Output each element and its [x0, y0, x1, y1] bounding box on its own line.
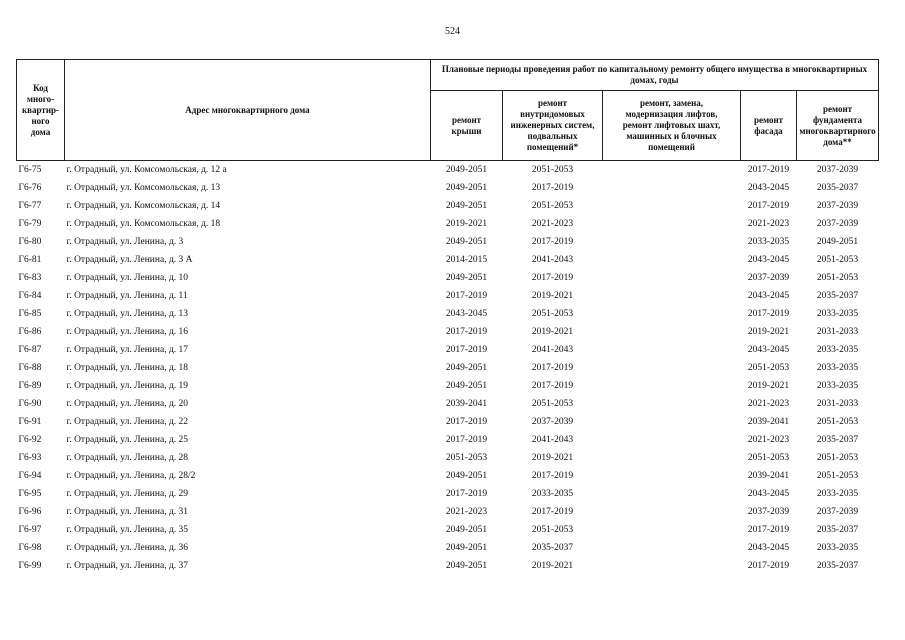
- cell-address: г. Отрадный, ул. Комсомольская, д. 12 а: [66, 165, 227, 175]
- header-planned-periods: Плановые периоды проведения работ по капитальному ремонту общего имущества в многоквартирных домах, годы: [431, 60, 879, 91]
- cell-roof-repair: 2017-2019: [445, 345, 488, 355]
- cell-utilities-repair: 2017-2019: [531, 507, 574, 517]
- cell-address: г. Отрадный, ул. Ленина, д. 17: [66, 345, 189, 355]
- cell-code: Г6-91: [18, 417, 42, 427]
- table-row: [17, 233, 879, 251]
- cell-utilities-repair: 2051-2053: [531, 165, 574, 175]
- cell-facade-repair: 2021-2023: [747, 435, 790, 445]
- header-foundation-repair: ремонт фундамента многоквартирного дома**: [797, 91, 879, 161]
- cell-foundation-repair: 2037-2039: [816, 165, 859, 175]
- cell-elevator-repair: [603, 197, 741, 215]
- table-header: [17, 60, 879, 161]
- cell-foundation-repair: 2051-2053: [816, 255, 859, 265]
- cell-address: г. Отрадный, ул. Ленина, д. 35: [66, 525, 189, 535]
- header-elevator-repair: ремонт, замена, модернизация лифтов, ремонт лифтовых шахт, машинных и блочных помещений: [603, 91, 741, 161]
- cell-foundation-repair: 2051-2053: [816, 471, 859, 481]
- cell-elevator-repair: [603, 161, 741, 180]
- cell-foundation-repair: 2035-2037: [816, 291, 859, 301]
- table-row: [17, 539, 879, 557]
- cell-utilities-repair: 2019-2021: [531, 327, 574, 337]
- cell-utilities-repair: 2017-2019: [531, 363, 574, 373]
- cell-facade-repair: 2043-2045: [747, 345, 790, 355]
- cell-address: г. Отрадный, ул. Ленина, д. 25: [66, 435, 189, 445]
- cell-foundation-repair: 2051-2053: [816, 453, 859, 463]
- cell-roof-repair: 2039-2041: [445, 399, 488, 409]
- cell-roof-repair: 2049-2051: [445, 363, 488, 373]
- cell-code: Г6-97: [18, 525, 42, 535]
- cell-utilities-repair: 2051-2053: [531, 309, 574, 319]
- table-row: [17, 377, 879, 395]
- header-address: Адрес многоквартирного дома: [65, 60, 431, 161]
- cell-facade-repair: 2039-2041: [747, 471, 790, 481]
- cell-facade-repair: 2043-2045: [747, 543, 790, 553]
- cell-address: г. Отрадный, ул. Комсомольская, д. 14: [66, 201, 221, 211]
- cell-facade-repair: 2021-2023: [747, 399, 790, 409]
- cell-facade-repair: 2051-2053: [747, 453, 790, 463]
- table-row: [17, 305, 879, 323]
- cell-foundation-repair: 2035-2037: [816, 525, 859, 535]
- cell-roof-repair: 2049-2051: [445, 183, 488, 193]
- cell-facade-repair: 2017-2019: [747, 561, 790, 571]
- table-row: [17, 323, 879, 341]
- cell-code: Г6-86: [18, 327, 42, 337]
- cell-address: г. Отрадный, ул. Ленина, д. 37: [66, 561, 189, 571]
- table-row: [17, 521, 879, 539]
- cell-code: Г6-92: [18, 435, 42, 445]
- cell-elevator-repair: [603, 269, 741, 287]
- cell-foundation-repair: 2051-2053: [816, 417, 859, 427]
- cell-code: Г6-85: [18, 309, 42, 319]
- cell-utilities-repair: 2051-2053: [531, 399, 574, 409]
- cell-foundation-repair: 2037-2039: [816, 201, 859, 211]
- table-row: [17, 431, 879, 449]
- cell-utilities-repair: 2033-2035: [531, 489, 574, 499]
- cell-roof-repair: 2051-2053: [445, 453, 488, 463]
- table-row: [17, 395, 879, 413]
- cell-facade-repair: 2017-2019: [747, 525, 790, 535]
- header-roof-repair: ремонт крыши: [431, 91, 503, 161]
- cell-elevator-repair: [603, 215, 741, 233]
- table-row: [17, 485, 879, 503]
- cell-facade-repair: 2037-2039: [747, 507, 790, 517]
- table-row: [17, 287, 879, 305]
- cell-address: г. Отрадный, ул. Ленина, д. 20: [66, 399, 189, 409]
- page-number: 524: [445, 26, 460, 37]
- cell-utilities-repair: 2041-2043: [531, 435, 574, 445]
- cell-code: Г6-95: [18, 489, 42, 499]
- cell-elevator-repair: [603, 251, 741, 269]
- cell-facade-repair: 2019-2021: [747, 381, 790, 391]
- cell-elevator-repair: [603, 521, 741, 539]
- cell-utilities-repair: 2017-2019: [531, 273, 574, 283]
- cell-foundation-repair: 2037-2039: [816, 219, 859, 229]
- table-row: [17, 161, 879, 180]
- cell-elevator-repair: [603, 341, 741, 359]
- capital-repair-schedule-table: [16, 59, 879, 575]
- cell-elevator-repair: [603, 287, 741, 305]
- cell-foundation-repair: 2033-2035: [816, 345, 859, 355]
- cell-roof-repair: 2049-2051: [445, 381, 488, 391]
- cell-facade-repair: 2019-2021: [747, 327, 790, 337]
- cell-foundation-repair: 2035-2037: [816, 183, 859, 193]
- cell-roof-repair: 2049-2051: [445, 543, 488, 553]
- cell-elevator-repair: [603, 179, 741, 197]
- cell-code: Г6-94: [18, 471, 42, 481]
- cell-facade-repair: 2017-2019: [747, 165, 790, 175]
- cell-address: г. Отрадный, ул. Ленина, д. 11: [66, 291, 188, 301]
- cell-roof-repair: 2049-2051: [445, 237, 488, 247]
- table-row: [17, 449, 879, 467]
- cell-elevator-repair: [603, 449, 741, 467]
- cell-address: г. Отрадный, ул. Ленина, д. 3: [66, 237, 184, 247]
- cell-foundation-repair: 2051-2053: [816, 273, 859, 283]
- cell-elevator-repair: [603, 413, 741, 431]
- cell-foundation-repair: 2033-2035: [816, 363, 859, 373]
- cell-utilities-repair: 2017-2019: [531, 237, 574, 247]
- table-row: [17, 341, 879, 359]
- cell-code: Г6-76: [18, 183, 42, 193]
- header-utilities-repair: ремонт внутридомовых инженерных систем, подвальных помещений*: [503, 91, 603, 161]
- cell-foundation-repair: 2033-2035: [816, 543, 859, 553]
- cell-facade-repair: 2043-2045: [747, 291, 790, 301]
- cell-address: г. Отрадный, ул. Ленина, д. 13: [66, 309, 189, 319]
- cell-elevator-repair: [603, 467, 741, 485]
- header-code: Код много- квартир- ного дома: [17, 60, 65, 161]
- cell-elevator-repair: [603, 323, 741, 341]
- cell-address: г. Отрадный, ул. Ленина, д. 10: [66, 273, 189, 283]
- cell-code: Г6-88: [18, 363, 42, 373]
- cell-roof-repair: 2021-2023: [445, 507, 488, 517]
- cell-utilities-repair: 2051-2053: [531, 201, 574, 211]
- cell-code: Г6-96: [18, 507, 42, 517]
- cell-foundation-repair: 2031-2033: [816, 399, 859, 409]
- cell-foundation-repair: 2049-2051: [816, 237, 859, 247]
- cell-facade-repair: 2033-2035: [747, 237, 790, 247]
- cell-foundation-repair: 2035-2037: [816, 435, 859, 445]
- table-row: [17, 251, 879, 269]
- cell-address: г. Отрадный, ул. Ленина, д. 3 А: [66, 255, 193, 265]
- cell-roof-repair: 2049-2051: [445, 273, 488, 283]
- cell-address: г. Отрадный, ул. Ленина, д. 18: [66, 363, 189, 373]
- cell-roof-repair: 2049-2051: [445, 525, 488, 535]
- cell-code: Г6-81: [18, 255, 42, 265]
- cell-code: Г6-98: [18, 543, 42, 553]
- table-row: [17, 503, 879, 521]
- cell-address: г. Отрадный, ул. Ленина, д. 28/2: [66, 471, 196, 481]
- table-row: [17, 269, 879, 287]
- cell-utilities-repair: 2019-2021: [531, 561, 574, 571]
- cell-facade-repair: 2043-2045: [747, 489, 790, 499]
- cell-roof-repair: 2043-2045: [445, 309, 488, 319]
- cell-elevator-repair: [603, 377, 741, 395]
- cell-elevator-repair: [603, 557, 741, 575]
- cell-roof-repair: 2017-2019: [445, 291, 488, 301]
- cell-foundation-repair: 2033-2035: [816, 381, 859, 391]
- cell-foundation-repair: 2037-2039: [816, 507, 859, 517]
- cell-roof-repair: 2017-2019: [445, 435, 488, 445]
- cell-code: Г6-77: [18, 201, 42, 211]
- cell-roof-repair: 2049-2051: [445, 561, 488, 571]
- cell-code: Г6-75: [18, 165, 42, 175]
- cell-address: г. Отрадный, ул. Ленина, д. 36: [66, 543, 189, 553]
- cell-elevator-repair: [603, 359, 741, 377]
- cell-roof-repair: 2017-2019: [445, 489, 488, 499]
- cell-roof-repair: 2017-2019: [445, 327, 488, 337]
- cell-facade-repair: 2017-2019: [747, 201, 790, 211]
- cell-address: г. Отрадный, ул. Ленина, д. 22: [66, 417, 189, 427]
- table-row: [17, 467, 879, 485]
- cell-code: Г6-87: [18, 345, 42, 355]
- cell-roof-repair: 2049-2051: [445, 471, 488, 481]
- cell-facade-repair: 2043-2045: [747, 183, 790, 193]
- cell-utilities-repair: 2051-2053: [531, 525, 574, 535]
- table-row: [17, 179, 879, 197]
- cell-address: г. Отрадный, ул. Ленина, д. 29: [66, 489, 189, 499]
- cell-roof-repair: 2019-2021: [445, 219, 488, 229]
- cell-elevator-repair: [603, 395, 741, 413]
- cell-facade-repair: 2037-2039: [747, 273, 790, 283]
- cell-code: Г6-89: [18, 381, 42, 391]
- cell-foundation-repair: 2031-2033: [816, 327, 859, 337]
- cell-code: Г6-79: [18, 219, 42, 229]
- cell-elevator-repair: [603, 503, 741, 521]
- cell-utilities-repair: 2041-2043: [531, 345, 574, 355]
- cell-code: Г6-83: [18, 273, 42, 283]
- cell-facade-repair: 2043-2045: [747, 255, 790, 265]
- cell-facade-repair: 2021-2023: [747, 219, 790, 229]
- cell-elevator-repair: [603, 305, 741, 323]
- table-row: [17, 557, 879, 575]
- cell-foundation-repair: 2033-2035: [816, 489, 859, 499]
- cell-address: г. Отрадный, ул. Комсомольская, д. 13: [66, 183, 221, 193]
- cell-code: Г6-93: [18, 453, 42, 463]
- table-body: [17, 161, 879, 576]
- cell-address: г. Отрадный, ул. Ленина, д. 16: [66, 327, 189, 337]
- table-row: [17, 413, 879, 431]
- cell-address: г. Отрадный, ул. Комсомольская, д. 18: [66, 219, 221, 229]
- cell-elevator-repair: [603, 233, 741, 251]
- cell-utilities-repair: 2041-2043: [531, 255, 574, 265]
- table-row: [17, 359, 879, 377]
- cell-roof-repair: 2014-2015: [445, 255, 488, 265]
- cell-address: г. Отрадный, ул. Ленина, д. 31: [66, 507, 189, 517]
- table-row: [17, 197, 879, 215]
- cell-facade-repair: 2017-2019: [747, 309, 790, 319]
- cell-elevator-repair: [603, 539, 741, 557]
- cell-roof-repair: 2049-2051: [445, 165, 488, 175]
- header-facade-repair: ремонт фасада: [741, 91, 797, 161]
- cell-utilities-repair: 2021-2023: [531, 219, 574, 229]
- cell-utilities-repair: 2019-2021: [531, 291, 574, 301]
- cell-code: Г6-90: [18, 399, 42, 409]
- cell-address: г. Отрадный, ул. Ленина, д. 28: [66, 453, 189, 463]
- cell-code: Г6-99: [18, 561, 42, 571]
- cell-roof-repair: 2017-2019: [445, 417, 488, 427]
- cell-utilities-repair: 2035-2037: [531, 543, 574, 553]
- cell-facade-repair: 2039-2041: [747, 417, 790, 427]
- cell-utilities-repair: 2017-2019: [531, 471, 574, 481]
- table-row: [17, 215, 879, 233]
- cell-elevator-repair: [603, 431, 741, 449]
- cell-roof-repair: 2049-2051: [445, 201, 488, 211]
- cell-code: Г6-84: [18, 291, 42, 301]
- cell-foundation-repair: 2035-2037: [816, 561, 859, 571]
- cell-facade-repair: 2051-2053: [747, 363, 790, 373]
- cell-code: Г6-80: [18, 237, 42, 247]
- cell-elevator-repair: [603, 485, 741, 503]
- cell-foundation-repair: 2033-2035: [816, 309, 859, 319]
- cell-utilities-repair: 2037-2039: [531, 417, 574, 427]
- cell-utilities-repair: 2019-2021: [531, 453, 574, 463]
- cell-utilities-repair: 2017-2019: [531, 381, 574, 391]
- cell-address: г. Отрадный, ул. Ленина, д. 19: [66, 381, 189, 391]
- cell-utilities-repair: 2017-2019: [531, 183, 574, 193]
